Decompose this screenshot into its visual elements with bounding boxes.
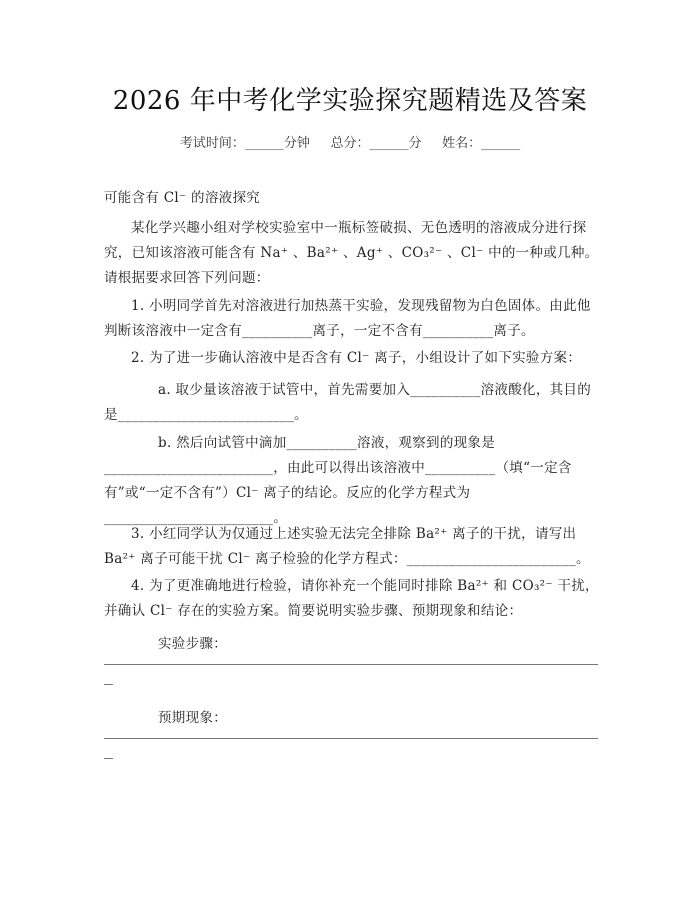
question-2: 2. 为了进一步确认溶液中是否含有 Cl⁻ 离子，小组设计了如下实验方案：: [131, 350, 582, 366]
section-heading: 可能含有 Cl⁻ 的溶液探究: [104, 190, 261, 206]
exam-info-line: 考试时间：______分钟 总分：______分 姓名：______: [179, 136, 521, 151]
expected-answer-line: [104, 738, 598, 739]
question-2a: a. 取少量该溶液于试管中，首先需要加入__________溶液酸化，其目的是_________________________。: [104, 382, 592, 423]
steps-answer-line: [104, 664, 598, 665]
steps-label: 实验步骤：: [158, 636, 227, 652]
expected-label: 预期现象：: [158, 710, 227, 726]
question-3: 3. 小红同学认为仅通过上述实验无法完全排除 Ba²⁺ 离子的干扰，请写出 Ba²⁺ 离子可能干扰 Cl⁻ 离子检验的化学方程式：________________________。: [104, 526, 590, 567]
question-1: 1. 小明同学首先对溶液进行加热蒸干实验，发现残留物为白色固体。由此他判断该溶液中一定含有__________离子，一定不含有__________离子。: [104, 298, 591, 339]
steps-answer-line-end: [104, 684, 113, 685]
page-title: 2026 年中考化学实验探究题精选及答案: [112, 86, 588, 116]
expected-answer-line-end: [104, 758, 113, 759]
question-2b: b. 然后向试管中滴加__________溶液，观察到的现象是________________________，由此可以得出该溶液中__________（填“一定含有”或“一定不含有”）Cl⁻ 离子的结论。反应的化学方程式为________________________。: [104, 435, 572, 526]
intro-paragraph: 某化学兴趣小组对学校实验室中一瓶标签破损、无色透明的溶液成分进行探究，已知该溶液可能含有 Na⁺ 、Ba²⁺ 、Ag⁺ 、CO₃²⁻ 、Cl⁻ 中的一种或几种。请根据要求回答下列问题：: [104, 220, 599, 286]
question-4: 4. 为了更准确地进行检验，请你补充一个能同时排除 Ba²⁺ 和 CO₃²⁻ 干扰，并确认 Cl⁻ 存在的实验方案。简要说明实验步骤、预期现象和结论：: [104, 578, 599, 619]
